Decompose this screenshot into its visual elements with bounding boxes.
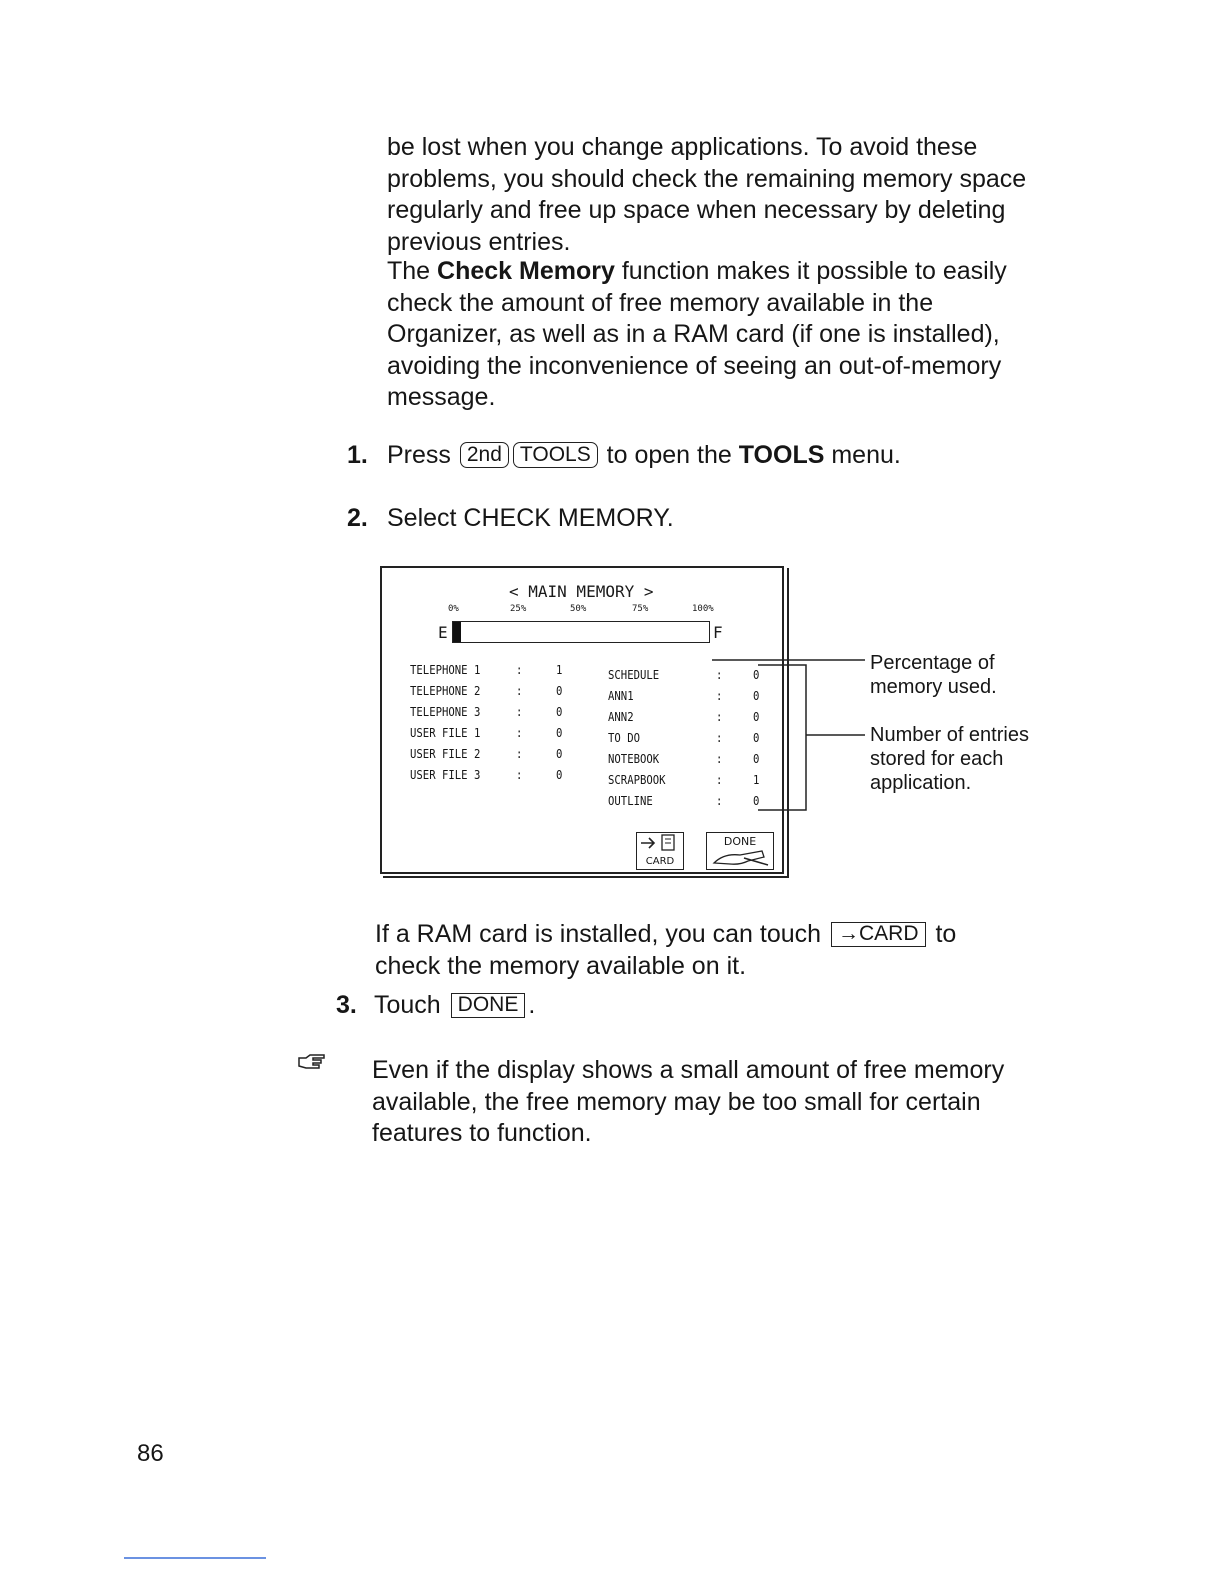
entry-count: 0 [556, 704, 563, 719]
callout-line: Number of entries [870, 724, 1029, 746]
app-name: USER FILE 3 [410, 767, 481, 782]
colon: : [716, 751, 723, 766]
intro-line: Organizer, as well as in a RAM card (if one is installed), [387, 320, 1000, 348]
callout-line: application. [870, 772, 972, 794]
app-name: ANN1 [608, 688, 634, 703]
page-number: 86 [137, 1440, 164, 1467]
colon: : [716, 709, 723, 724]
step-3 [336, 990, 535, 1021]
intro-line: avoiding the inconvenience of seeing an out-of-memory [387, 351, 1002, 380]
entry-count: 0 [753, 793, 760, 808]
check-memory-term: Check Memory [437, 257, 615, 285]
key-tools: TOOLS [513, 442, 598, 468]
entries-callout [870, 723, 1029, 795]
app-name: ANN2 [608, 709, 634, 724]
step-text: to open the [599, 441, 739, 469]
scale-label: 100% [692, 604, 714, 614]
app-name: USER FILE 2 [410, 746, 481, 761]
step-text: Touch [374, 991, 448, 1019]
note-paragraph [372, 1055, 1072, 1150]
colon: : [716, 667, 723, 682]
intro-line: message. [387, 383, 496, 411]
note-line: features to function. [372, 1119, 592, 1147]
colon: : [516, 683, 523, 698]
text: to [928, 920, 957, 948]
entry-count: 0 [753, 667, 760, 682]
empty-label: E [438, 623, 448, 642]
entry-count: 0 [753, 688, 760, 703]
text: function makes it possible to easily [614, 257, 1007, 285]
colon: : [716, 793, 723, 808]
screen-title: < MAIN MEMORY > [509, 582, 654, 601]
intro-line: problems, you should check the remaining memory space [387, 164, 1027, 193]
card-line [375, 919, 1075, 951]
app-name: TELEPHONE 2 [410, 683, 481, 698]
app-name: TO DO [608, 730, 640, 745]
step-number: 1. [347, 441, 368, 469]
tools-term: TOOLS [738, 441, 825, 469]
colon: : [716, 772, 723, 787]
scale-label: 75% [632, 604, 649, 614]
entry-count: 1 [753, 772, 760, 787]
entry-count: 1 [556, 662, 563, 677]
callout-line: Percentage of [870, 652, 995, 674]
entries-bracket [758, 665, 806, 810]
colon: : [516, 725, 523, 740]
percentage-callout [870, 651, 997, 699]
intro-line: check the amount of free memory available in the [387, 288, 934, 317]
done-softkey: DONE [451, 993, 526, 1018]
done-button-label: DONE [723, 835, 757, 848]
step-number: 3. [336, 991, 357, 1019]
colon: : [516, 767, 523, 782]
step-text: Select CHECK MEMORY. [387, 504, 674, 532]
app-name: OUTLINE [608, 793, 653, 808]
entry-count: 0 [556, 683, 563, 698]
app-name: NOTEBOOK [608, 751, 660, 766]
step-text: Press [387, 441, 458, 469]
pointing-hand-icon [297, 1052, 327, 1076]
entry-count: 0 [556, 767, 563, 782]
note-line: Even if the display shows a small amount of free memory [372, 1056, 1005, 1084]
entry-count: 0 [753, 730, 760, 745]
colon: : [716, 730, 723, 745]
text: If a RAM card is installed, you can touch [375, 920, 828, 948]
entry-count: 0 [753, 751, 760, 766]
intro-line: be lost when you change applications. To avoid these [387, 133, 978, 161]
step-number: 2. [347, 504, 368, 532]
callout-line: memory used. [870, 676, 997, 698]
note-line: available, the free memory may be too small for certain [372, 1087, 981, 1116]
app-name: TELEPHONE 1 [410, 662, 481, 677]
text: The [387, 257, 438, 285]
entry-count: 0 [753, 709, 760, 724]
colon: : [516, 662, 523, 677]
intro-line: regularly and free up space when necessary by deleting [387, 196, 1006, 224]
app-name: USER FILE 1 [410, 725, 481, 740]
callout-line: stored for each [870, 748, 1004, 770]
scale-label: 25% [510, 604, 527, 614]
app-name: SCRAPBOOK [608, 772, 666, 787]
full-label: F [713, 623, 723, 642]
app-name: SCHEDULE [608, 667, 660, 682]
colon: : [516, 704, 523, 719]
scale-label: 50% [570, 604, 587, 614]
scale-label: 0% [448, 604, 459, 614]
entry-count: 0 [556, 746, 563, 761]
card-button-label: CARD [645, 856, 675, 867]
card-line: check the memory available on it. [375, 951, 747, 980]
card-paragraph [375, 919, 1075, 982]
app-name: TELEPHONE 3 [410, 704, 481, 719]
intro-line: previous entries. [387, 227, 571, 256]
colon: : [516, 746, 523, 761]
key-2nd: 2nd [460, 442, 509, 468]
step-text: . [528, 991, 536, 1019]
card-softkey: →CARD [831, 922, 926, 947]
colon: : [716, 688, 723, 703]
entry-count: 0 [556, 725, 563, 740]
step-text: menu. [824, 441, 901, 469]
